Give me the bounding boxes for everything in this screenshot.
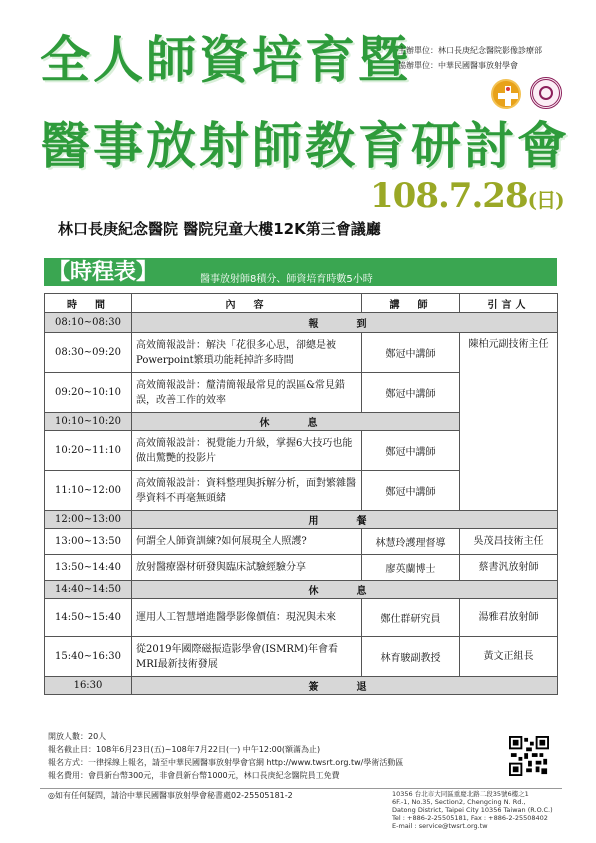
row-time: 08:10~08:30: [45, 313, 132, 333]
venue: 林口長庚紀念醫院 醫院兒童大樓12K第三會議廳: [58, 220, 381, 238]
row-time: 10:10~10:20: [45, 413, 132, 431]
row-speaker: 林慧玲護理督導: [362, 529, 460, 555]
row-speaker: 鄭冠中講師: [362, 471, 460, 511]
row-content: 高效簡報設計：視覺能力升級，掌握6大技巧也能做出驚艷的投影片: [132, 431, 362, 471]
co-organizer: 協辦單位：中華民國醫事放射學會: [398, 61, 518, 70]
row-label: 休 息: [132, 413, 460, 431]
schedule-label: 【時程表】: [48, 260, 159, 285]
header-content: 內 容: [132, 294, 362, 313]
row-intro: 黃文正組長: [460, 637, 558, 677]
info-method: 報名方式：一律採線上報名，請至中華民國醫事放射學會官網 http://www.twsrt.org.tw/學術活動區: [48, 758, 404, 767]
info-fee: 報名費用：會員新台幣300元，非會員新台幣1000元，林口長庚紀念醫院員工免費: [48, 771, 340, 780]
row-intro: 吳茂昌技術主任: [460, 529, 558, 555]
row-time: 14:40~14:50: [45, 581, 132, 599]
date-main: 108.7.28: [370, 176, 528, 216]
table-header-row: [45, 294, 558, 313]
row-content: 高效簡報設計：解決「花很多心思，卻總是被Powerpoint繁瑣功能耗掉許多時間: [132, 333, 362, 373]
row-content: 何謂全人師資訓練?如何展現全人照護?: [132, 529, 362, 555]
table-row: [45, 529, 558, 555]
contact-note: ◎如有任何疑問，請洽中華民國醫事放射學會秘書處02-25505181-2: [48, 791, 293, 800]
row-content: 高效簡報設計：資料整理與拆解分析，面對繁雜醫學資料不再毫無頭緒: [132, 471, 362, 511]
info-capacity: 開放人數：20人: [48, 732, 107, 741]
table-row: [45, 599, 558, 637]
row-time: 14:50~15:40: [45, 599, 132, 637]
date-day-of-week: (日): [527, 188, 564, 212]
address-line-5: E-mail : service@twsrt.org.tw: [392, 822, 488, 830]
row-label: 簽 退: [132, 677, 558, 695]
table-row: [45, 511, 558, 529]
row-time: 15:40~16:30: [45, 637, 132, 677]
table-row: [45, 637, 558, 677]
row-speaker: 鄭冠中講師: [362, 431, 460, 471]
row-time: 10:20~11:10: [45, 431, 132, 471]
row-time: 16:30: [45, 677, 132, 695]
row-time: 11:10~12:00: [45, 471, 132, 511]
society-seal-icon: [530, 77, 562, 109]
header-intro: 引言人: [460, 294, 558, 313]
row-content: 高效簡報設計：釐清簡報最常見的誤區&常見錯誤，改善工作的效率: [132, 373, 362, 413]
row-intro: 湯雅君放射師: [460, 599, 558, 637]
address-line-2: 6F.-1, No.35, Section2, Chengcing N. Rd.,: [392, 798, 526, 806]
row-intro: 蔡書汎放射師: [460, 555, 558, 581]
address-line-1: 10356 台北市大同區重慶北路二段35號6樓之1: [392, 790, 529, 798]
address-line-3: Datong District, Taipei City 10356 Taiwan (R.O.C.): [392, 806, 553, 814]
table-row: [45, 677, 558, 695]
row-speaker: 鄭仕群研究員: [362, 599, 460, 637]
row-speaker: 鄭冠中講師: [362, 333, 460, 373]
row-content: 運用人工智慧增進醫學影像價值：現況與未來: [132, 599, 362, 637]
row-intro: 陳柏元副技術主任: [460, 333, 558, 511]
row-time: 13:50~14:40: [45, 555, 132, 581]
header-time: 時 間: [45, 294, 132, 313]
row-speaker: 廖英蘭博士: [362, 555, 460, 581]
table-row: [45, 581, 558, 599]
row-label: 用 餐: [132, 511, 558, 529]
title-line-2: 醫事放射師教育研討會: [40, 117, 570, 175]
row-label: 報 到: [132, 313, 558, 333]
credits-note: 醫事放射師8積分、師資培育時數5小時: [200, 274, 373, 285]
row-time: 09:20~10:10: [45, 373, 132, 413]
row-speaker: 林育駿副教授: [362, 637, 460, 677]
row-content: 放射醫療器材研發與臨床試驗經驗分享: [132, 555, 362, 581]
table-row: [45, 313, 558, 333]
row-content: 從2019年國際磁振造影學會(ISMRM)年會看MRI最新技術發展: [132, 637, 362, 677]
table-row: [45, 555, 558, 581]
title-line-1: 全人師資培育暨: [40, 31, 411, 89]
table-row: [45, 333, 558, 373]
header-speaker: 講 師: [362, 294, 460, 313]
row-time: 08:30~09:20: [45, 333, 132, 373]
row-speaker: 鄭冠中講師: [362, 373, 460, 413]
host-organizer: 主辦單位：林口長庚紀念醫院影像診療部: [398, 46, 542, 55]
schedule-table: [44, 293, 558, 695]
row-label: 休 息: [132, 581, 558, 599]
event-date: [370, 176, 564, 216]
info-deadline: 報名截止日：108年6月23日(五)~108年7月22日(一) 中午12:00(額滿為止): [48, 745, 321, 754]
cross-logo-icon: [491, 79, 521, 109]
row-time: 12:00~13:00: [45, 511, 132, 529]
qr-code-icon[interactable]: [509, 736, 549, 776]
row-time: 13:00~13:50: [45, 529, 132, 555]
address-line-4: Tel : +886-2-25505181, Fax : +886-2-25508402: [392, 814, 548, 822]
